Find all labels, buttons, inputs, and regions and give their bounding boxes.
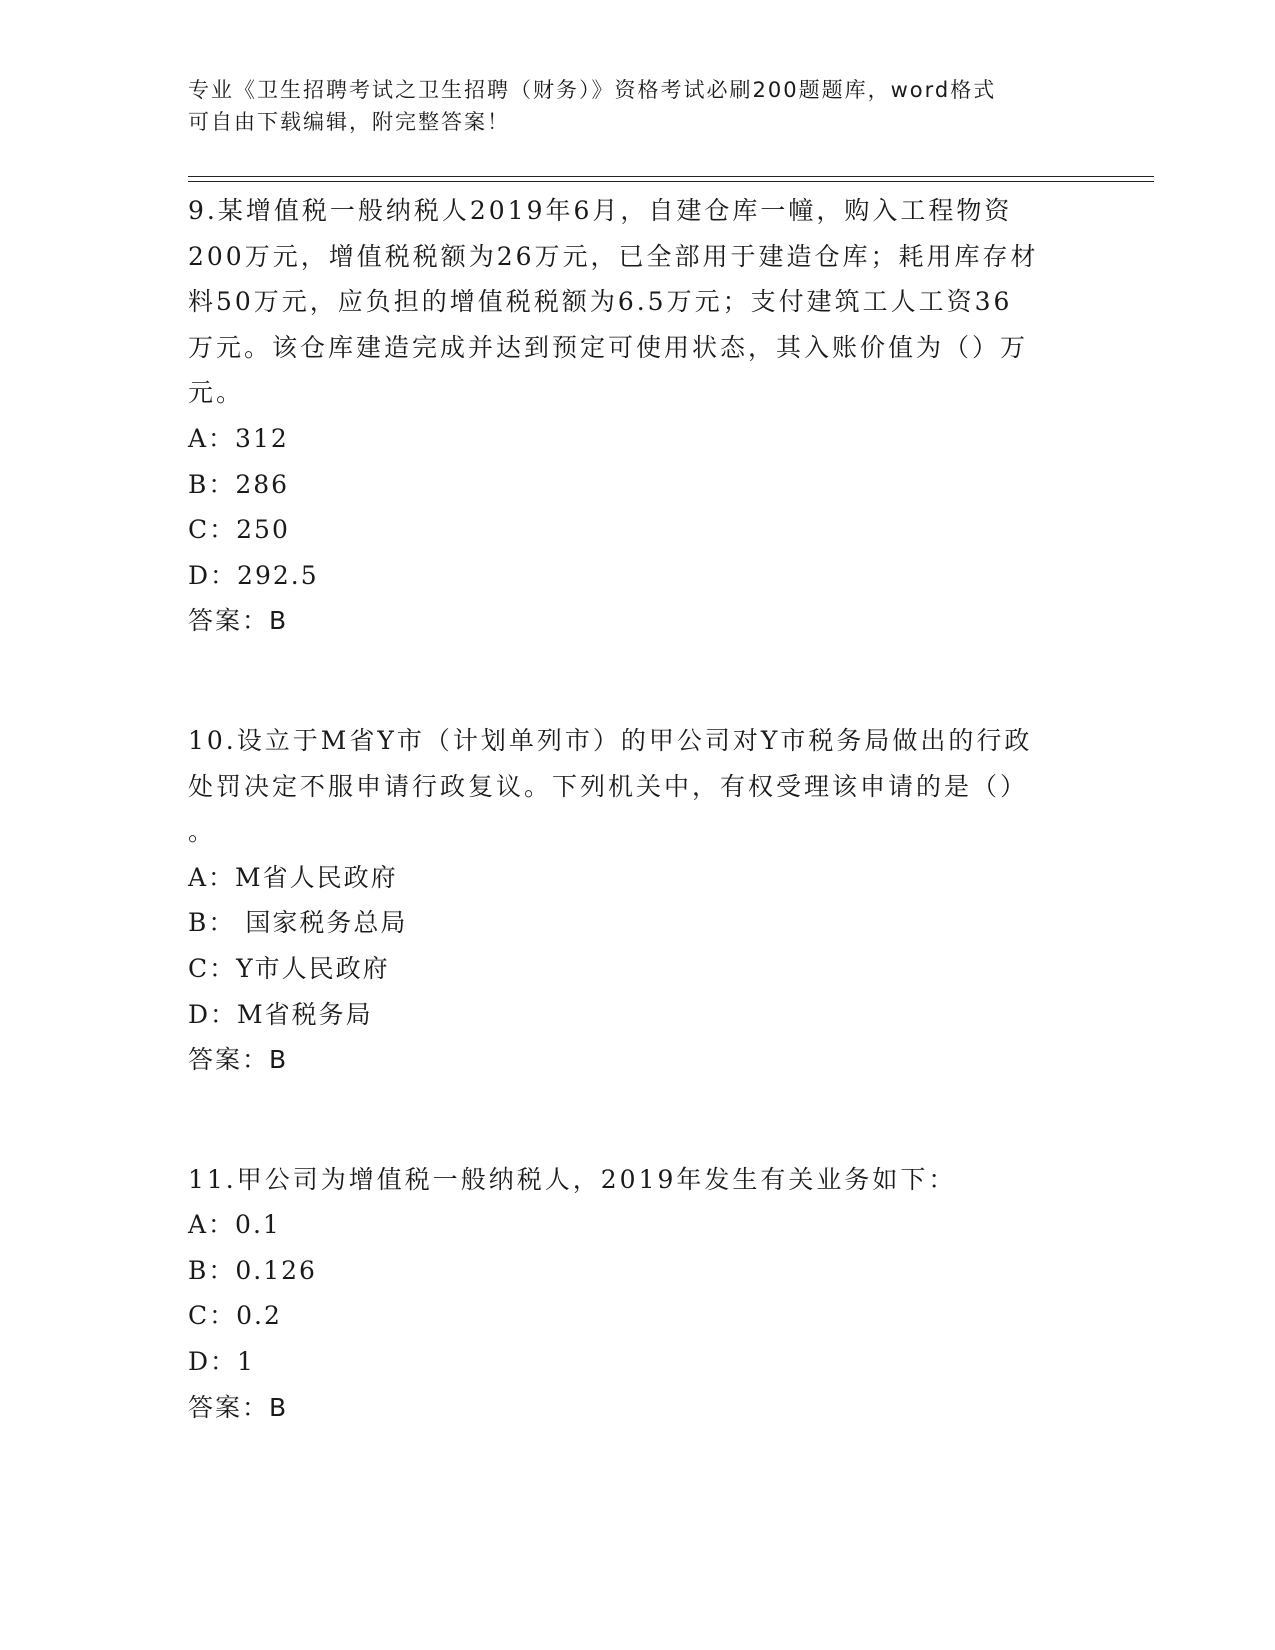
- question-text-line: 200万元，增值税税额为26万元，已全部用于建造仓库；耗用库存材: [188, 241, 1039, 271]
- option-c: C：250: [188, 515, 290, 545]
- question-text-line: 料50万元，应负担的增值税税额为6.5万元；支付建筑工人工资36: [188, 287, 1013, 317]
- option-d: D：M省税务局: [188, 999, 373, 1029]
- answer: 答案：B: [188, 606, 289, 636]
- option-d: D：1: [188, 1347, 255, 1377]
- question-text-line: 11.甲公司为增值税一般纳税人，2019年发生有关业务如下：: [188, 1164, 957, 1194]
- option-d: D：292.5: [188, 560, 319, 590]
- question-list: [188, 188, 1068, 1430]
- option-a: A：M省人民政府: [188, 862, 398, 892]
- question-text-line: 元。: [188, 378, 245, 408]
- option-b: B：286: [188, 469, 290, 499]
- option-c: C：Y市人民政府: [188, 953, 390, 983]
- option-b: B：0.126: [188, 1255, 317, 1285]
- question-text-line: 9.某增值税一般纳税人2019年6月，自建仓库一幢，购入工程物资: [188, 196, 1013, 225]
- question-10: [188, 718, 1068, 1083]
- header-rule-top: [188, 176, 1154, 177]
- option-a: A：312: [188, 423, 289, 453]
- question-text-line: 10.设立于M省Y市（计划单列市）的甲公司对Y市税务局做出的行政: [188, 725, 1033, 755]
- spacer: [188, 1083, 1068, 1157]
- spacer: [188, 644, 1068, 718]
- option-c: C：0.2: [188, 1301, 282, 1331]
- answer: 答案：B: [188, 1045, 289, 1075]
- header-rule-bottom: [188, 181, 1154, 182]
- header-line-2: 可自由下载编辑，附完整答案！: [188, 110, 510, 134]
- header-line-1: 专业《卫生招聘考试之卫生招聘（财务）》资格考试必刷200题题库，word格式: [188, 78, 997, 102]
- question-9: [188, 188, 1068, 644]
- answer: 答案：B: [188, 1392, 289, 1422]
- document-header: [188, 74, 1088, 138]
- question-11: [188, 1157, 1068, 1431]
- question-text-line: 万元。该仓库建造完成并达到预定可使用状态，其入账价值为（）万: [188, 332, 1029, 362]
- option-b: B： 国家税务总局: [188, 908, 408, 938]
- option-a: A：0.1: [188, 1210, 281, 1240]
- question-text-line: 处罚决定不服申请行政复议。下列机关中，有权受理该申请的是（）: [188, 771, 1029, 801]
- question-text-line: 。: [188, 817, 217, 847]
